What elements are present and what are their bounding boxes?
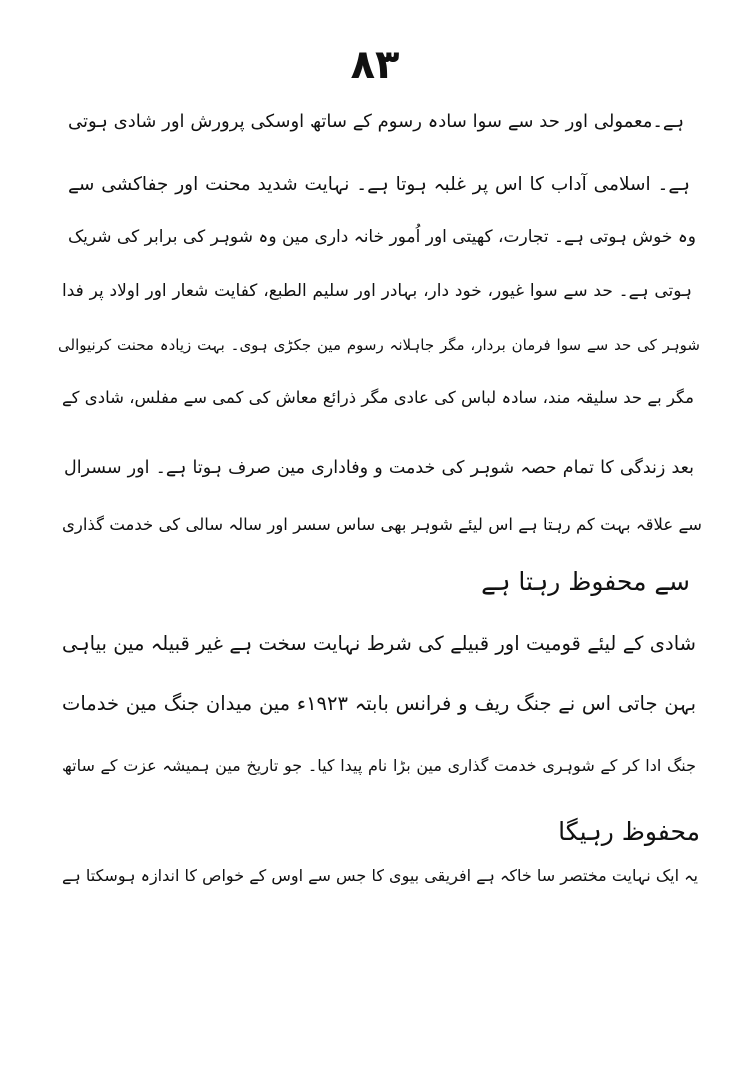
text-line: ہے۔ اسلامی آداب کا اس پر غلبہ ہوتا ہے۔ نہایت شدید محنت اور جفاکشی سے: [68, 174, 690, 195]
text-line: ہوتی ہے۔ حد سے سوا غیور، خود دار، بہادر اور سلیم الطبع، کفایت شعار اور اولاد پر فدا: [62, 281, 692, 301]
text-line: بعد زندگی کا تمام حصہ شوہر کی خدمت و وفاداری مین صرف ہوتا ہے۔ اور سسرال: [64, 458, 694, 478]
text-line: مگر بے حد سلیقہ مند، سادہ لباس کی عادی مگر ذرائع معاش کی کمی سے مفلس، شادی کے: [62, 388, 694, 407]
text-line: بہن جاتی اس نے جنگ ریف و فرانس بابتہ ۱۹۲۳ء مین میدان جنگ مین خدمات: [62, 692, 696, 715]
text-line: ہے۔معمولی اور حد سے سوا سادہ رسوم کے ساتھ اوسکی پرورش اور شادی ہوتی: [68, 111, 684, 132]
text-line: شوہر کی حد سے سوا فرمان بردار، مگر جاہلانہ رسوم مین جکڑی ہوی۔ بہت زیادہ محنت کرنیوالی: [58, 336, 700, 354]
text-line: جنگ ادا کر کے شوہری خدمت گذاری مین بڑا نام پیدا کیا۔ جو تاریخ مین ہمیشہ عزت کے ساتھ: [62, 756, 696, 775]
text-line: سے علاقہ بہت کم رہتا ہے اس لیئے شوہر بھی ساس سسر اور سالہ سالی کی خدمت گذاری: [62, 515, 702, 534]
text-line: شادی کے لیئے قومیت اور قبیلے کی شرط نہایت سخت ہے غیر قبیلہ مین بیاہی: [62, 632, 696, 655]
text-line: یہ ایک نہایت مختصر سا خاکہ ہے افریقی بیوی کا جس سے اوس کے خواص کا اندازہ ہوسکتا ہے: [62, 866, 698, 885]
page-number: ٨٣: [350, 42, 400, 88]
text-line: وہ خوش ہوتی ہے۔ تجارت، کھیتی اور اُمور خانہ داری مین وہ شوہر کی برابر کی شریک: [68, 227, 696, 247]
text-line: سے محفوظ رہتا ہے: [481, 567, 690, 596]
text-line: محفوظ رہیگا: [558, 817, 700, 846]
